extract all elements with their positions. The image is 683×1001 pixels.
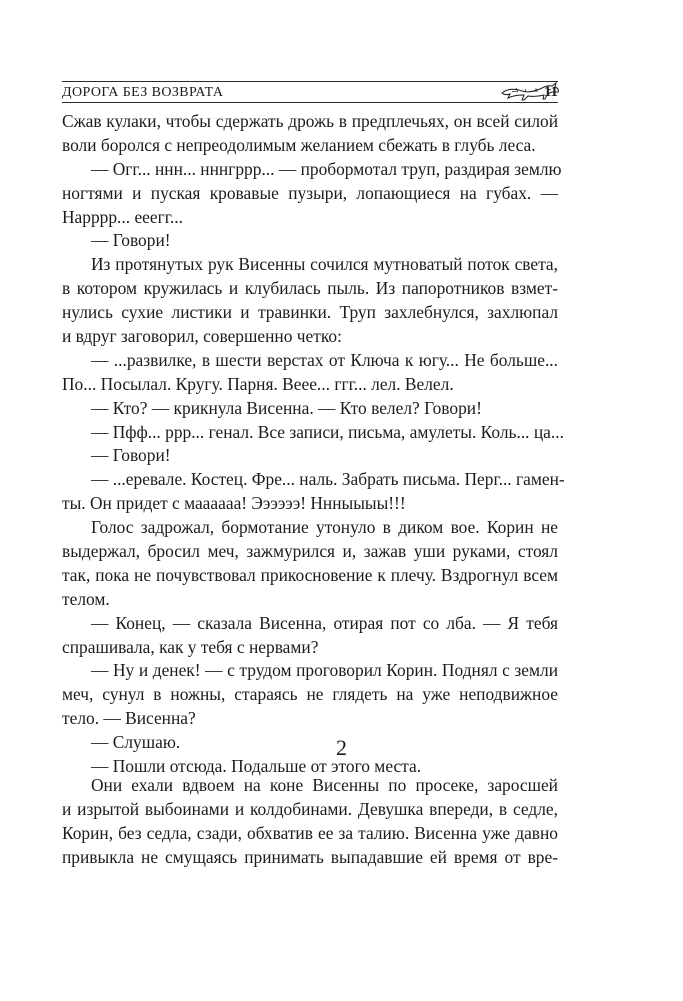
text-line: — ...развилке, в шести верстах от Ключа к югу... Не больше...	[91, 349, 558, 370]
text-block-1	[62, 110, 565, 779]
text-line: ты. Он придет с маааааа! Ээээээ! Ннныыыы!!!	[62, 493, 406, 514]
text-line: телом.	[62, 588, 110, 609]
text-line: Они ехали вдвоем на коне Висенны по просеке, заросшей	[91, 775, 558, 795]
text-line: нулись сухие листики и травинки. Труп захлебнулся, захлюпал	[62, 302, 558, 323]
text-line: ногтями и пуская кровавые пузыри, лопающиеся на губах. —	[62, 182, 558, 203]
text-line: Нарррр... ееегг...	[62, 206, 183, 227]
text-line: Голос задрожал, бормотание утонуло в диком вое. Корин не	[91, 517, 558, 538]
text-line: так, пока не почувствовал прикосновение к плечу. Вздрогнул всем	[62, 564, 558, 585]
text-line: и изрытой выбоинами и колдобинами. Девушка впереди, в седле,	[62, 798, 558, 819]
text-line: — Слушаю.	[91, 732, 181, 753]
text-line: — Пфф... ррр... генал. Все записи, письма, амулеты. Коль... ца...	[91, 421, 564, 442]
text-line: — Ну и денек! — с трудом проговорил Корин. Поднял с земли	[91, 660, 558, 681]
header-top-rule	[62, 81, 558, 82]
chapter-number: 2	[336, 735, 347, 760]
text-line: Из протянутых рук Висенны сочился мутноватый поток света,	[91, 254, 558, 275]
text-block-2	[62, 774, 558, 870]
text-line: Сжав кулаки, чтобы сдержать дрожь в предплечьях, он всей силой	[62, 111, 558, 131]
text-line: — Говори!	[91, 230, 171, 251]
text-line: Корин, без седла, сзади, обхватив ее за талию. Висенна уже давно	[62, 822, 558, 843]
text-line: — Говори!	[91, 445, 171, 466]
header-bottom-rule	[62, 102, 558, 103]
text-line: — Огг... ннн... нннгррр... — пробормотал труп, раздирая землю	[91, 158, 562, 179]
text-line: воли боролся с непреодолимым желанием сбежать в глубь леса.	[62, 134, 536, 155]
text-line: в котором кружилась и клубилась пыль. Из папоротников взмет-	[62, 278, 558, 299]
text-line: — ...еревале. Костец. Фре... наль. Забрать письма. Перг... гамен-	[91, 469, 565, 490]
page-number: 11	[543, 84, 558, 100]
text-line: выдержал, бросил меч, зажмурился и, зажав уши руками, стоял	[62, 541, 558, 562]
text-line: спрашивала, как у тебя с нервами?	[62, 636, 319, 657]
text-line: меч, сунул в ножны, стараясь не глядеть на уже неподвижное	[62, 684, 558, 705]
text-line: — Конец, — сказала Висенна, отирая пот со лба. — Я тебя	[91, 612, 558, 633]
text-line: тело. — Висенна?	[62, 708, 196, 729]
text-line: привыкла не смущаясь принимать выпадавшие ей время от вре-	[62, 846, 558, 867]
text-line: — Пошли отсюда. Подальше от этого места.	[91, 756, 422, 777]
text-line: — Кто? — крикнула Висенна. — Кто велел? Говори!	[91, 397, 482, 418]
running-title: ДОРОГА БЕЗ ВОЗВРАТА	[62, 85, 224, 100]
text-line: По... Посылал. Кругу. Парня. Веее... ггг... лел. Велел.	[62, 373, 454, 394]
running-header	[62, 79, 558, 103]
text-line: и вдруг заговорил, совершенно четко:	[62, 326, 342, 347]
